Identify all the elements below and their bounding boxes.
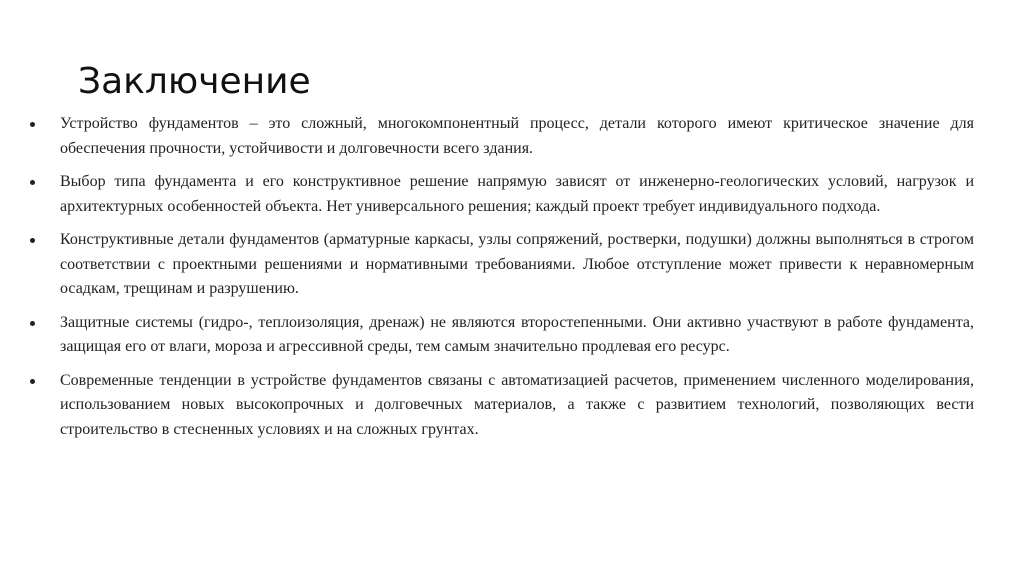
bullet-item (28, 311, 974, 360)
bullet-text: Конструктивные детали фундаментов (арматурные каркасы, узлы сопряжений, ростверки, подушки) должны выполняться в строгом соответствии с проектными решениями и нормативными требованиями. Любое отступление может привести к неравномерным осадкам, трещинам и разрушению. (60, 231, 974, 297)
bullet-text: Выбор типа фундамента и его конструктивное решение напрямую зависят от инженерно-геологических условий, нагрузок и архитектурных особенностей объекта. Нет универсального решения; каждый проект требует индивидуального подхода. (60, 173, 974, 215)
bullet-item (28, 369, 974, 443)
bullet-text: Современные тенденции в устройстве фундаментов связаны с автоматизацией расчетов, применением численного моделирования, использованием новых высокопрочных и долговечных материалов, а также с развитием технологий, позволяющих вести строительство в стесненных условиях и на сложных грунтах. (60, 371, 974, 438)
bullet-dot-icon (30, 321, 35, 326)
bullet-dot-icon (30, 180, 35, 185)
bullet-dot-icon (30, 379, 35, 384)
bullet-dot-icon (30, 238, 35, 243)
bullet-item (28, 228, 974, 302)
bullet-item (28, 170, 974, 219)
bullet-list (28, 112, 974, 451)
bullet-dot-icon (30, 122, 35, 127)
slide-title: Заключение (78, 61, 311, 102)
bullet-text: Защитные системы (гидро-, теплоизоляция, дренаж) не являются второстепенными. Они активно участвуют в работе фундамента, защищая его от влаги, мороза и агрессивной среды, тем самым значительно продлевая его ресурс. (60, 313, 974, 355)
bullet-text: Устройство фундаментов – это сложный, многокомпонентный процесс, детали которого имеют критическое значение для обеспечения прочности, устойчивости и долговечности всего здания. (60, 115, 974, 157)
bullet-item (28, 112, 974, 161)
